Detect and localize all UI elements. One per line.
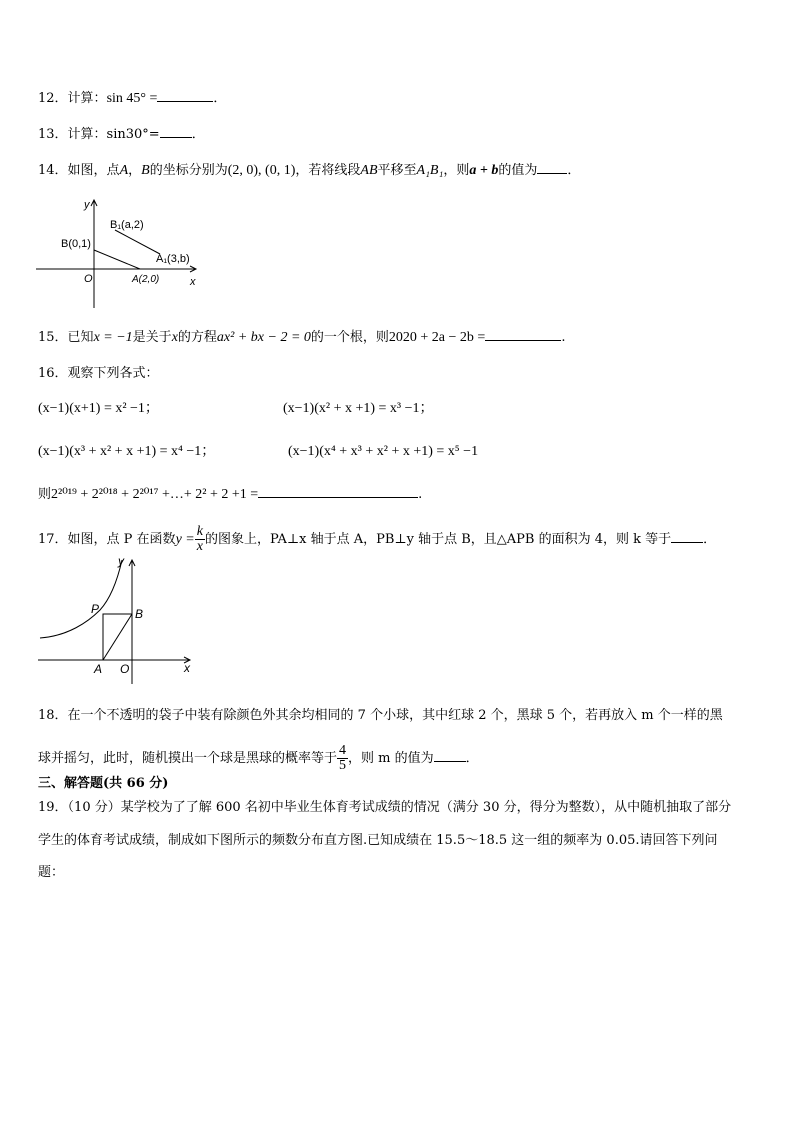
q16-number: 16．	[38, 366, 68, 381]
answer-blank	[160, 125, 192, 138]
x-label: x	[190, 276, 196, 288]
point-b-label: B	[135, 607, 144, 621]
segment-ab	[103, 614, 132, 660]
point-b-label: B(0,1)	[61, 238, 91, 250]
q16-question: 则2²⁰¹⁹ + 2²⁰¹⁸ + 2²⁰¹⁷ +…+ 2² + 2 +1 = .	[38, 487, 423, 502]
q15-number: 15．	[38, 330, 68, 345]
question-16: 16．观察下列各式：	[38, 366, 159, 381]
hyperbola-curve	[40, 560, 122, 638]
point-a-label: A(2,0)	[132, 274, 160, 285]
answer-blank	[258, 485, 418, 498]
x-label: x	[184, 661, 190, 675]
origin-label: O	[84, 273, 93, 285]
origin-label: O	[120, 662, 130, 676]
question-15: 15．已知x = −1是关于x的方程ax² + bx − 2 = 0的一个根，则2020 + 2a − 2b = .	[38, 330, 566, 345]
question-13: 13．计算：sin30°= ．	[38, 127, 205, 142]
question-19: 19．（10 分）某学校为了了解 600 名初中毕业生体育考试成绩的情况（满分 30 分，得分为整数），从中随机抽取了部分	[38, 800, 732, 815]
q18-number: 18．	[38, 708, 68, 723]
q16-formula-2: (x−1)(x² + x +1) = x³ −1；	[283, 401, 434, 416]
q13-number: 13．	[38, 127, 68, 142]
q16-formula-3: (x−1)(x³ + x² + x +1) = x⁴ −1；	[38, 444, 216, 459]
q17-number: 17．	[38, 532, 68, 547]
question-12: 12．计算：sin 45° = ．	[38, 91, 227, 106]
fraction-k-over-x: $\frac{k}{x}$	[196, 524, 203, 554]
answer-blank	[434, 749, 466, 762]
segment-a1b1	[115, 230, 160, 254]
question-17: 17．如图，点 P 在函数y = $\frac{k}{x}$ 的图象上，PA⊥x 轴于点 A，PB⊥y 轴于点 B，且△APB 的面积为 4，则 k 等于 ．	[38, 524, 717, 554]
question-14: 14．如图，点A，B的坐标分别为(2, 0), (0, 1)，若将线段AB平移至A₁B₁，则a + b的值为 ．	[38, 163, 581, 178]
q13-text: 计算：sin30°=	[67, 127, 160, 142]
fraction-4-over-5: $\frac{4}{5}$	[339, 743, 347, 773]
segment-ab	[94, 250, 140, 269]
q16-formula-1: (x−1)(x+1) = x² −1；	[38, 401, 159, 416]
point-a1-label: A₁(3,b)	[156, 253, 190, 265]
point-a-label: A	[94, 662, 103, 676]
q12-text: 计算：	[67, 91, 107, 106]
q12-number: 12．	[38, 91, 68, 106]
q12-expr: sin 45° =	[106, 91, 158, 106]
answer-blank	[157, 89, 213, 102]
q19-number: 19．	[38, 800, 68, 815]
q19-line-2: 学生的体育考试成绩，制成如下图所示的频数分布直方图.已知成绩在 15.5～18.5 这一组的频率为 0.05.请回答下列问	[38, 833, 718, 848]
q19-line-3: 题：	[38, 865, 65, 880]
q16-formula-4: (x−1)(x⁴ + x³ + x² + x +1) = x⁵ −1	[288, 444, 479, 459]
y-label: y	[118, 554, 124, 568]
section-title: 三、解答题(共 66 分)	[38, 776, 169, 791]
answer-blank	[485, 328, 561, 341]
q14-number: 14．	[38, 163, 68, 178]
question-18: 18．在一个不透明的袋子中装有除颜色外其余均相同的 7 个小球，其中红球 2 个，黑球 5 个，若再放入 m 个一样的黑	[38, 708, 723, 723]
answer-blank	[537, 161, 567, 174]
point-b1-label: B₁(a,2)	[110, 219, 144, 231]
answer-blank	[671, 530, 703, 543]
q14-coords: (2, 0), (0, 1)	[227, 163, 296, 178]
point-p-label: P	[91, 602, 100, 616]
q17-figure	[38, 552, 198, 684]
q18-line-2: 球并摇匀，此时，随机摸出一个球是黑球的概率等于 $\frac{4}{5}$ ，则 m 的值为 ．	[38, 743, 479, 773]
q14-figure	[36, 196, 206, 312]
y-label: y	[84, 199, 90, 211]
